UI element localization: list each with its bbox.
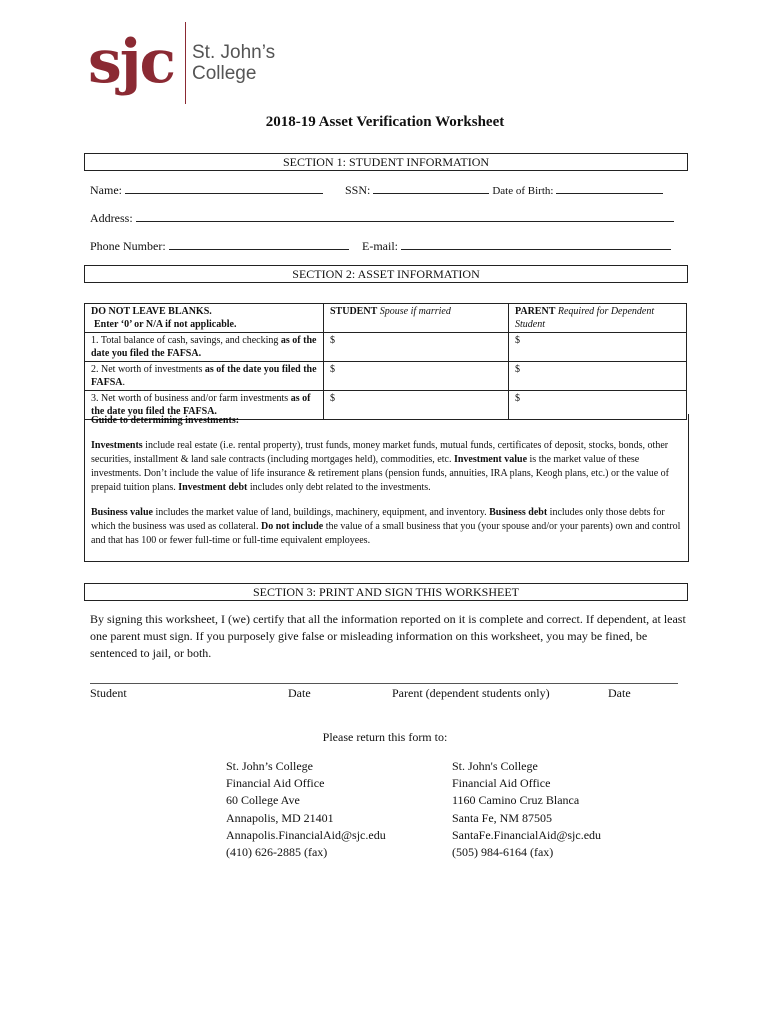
business-paragraph: Business value includes the market value of land, buildings, machinery, equipment, and inventory. Business debt includes only those debts for which the business was used as collateral. Do not include the value of a small business that you (your spouse and/or your parents) own and control and that has 100 or fewer full-time or full-time equivalent employees. [91, 507, 681, 546]
parent-amount-cell[interactable]: $ [509, 391, 687, 420]
logo-line-2: College [192, 63, 257, 84]
address-line: St. John’s College [226, 759, 314, 773]
address-label: Address: [90, 211, 133, 225]
santa-fe-address [452, 758, 601, 861]
parent-amount-cell[interactable]: $ [509, 333, 687, 362]
phone-field[interactable] [90, 238, 349, 254]
college-logo-text [192, 42, 275, 84]
do-not-leave-blanks: DO NOT LEAVE BLANKS. [91, 306, 212, 317]
asset-header-instructions [85, 304, 324, 333]
student-header-label: STUDENT [330, 306, 378, 317]
student-amount-cell[interactable]: $ [324, 333, 509, 362]
address-line: Annapolis, MD 21401 [226, 810, 334, 825]
section-2-heading: SECTION 2: ASSET INFORMATION [84, 265, 688, 283]
ssn-field[interactable] [345, 182, 663, 198]
asset-table [84, 303, 687, 420]
name-field[interactable] [90, 182, 323, 198]
enter-zero-note: Enter ‘0’ or N/A if not applicable. [94, 319, 237, 330]
logo-divider [185, 22, 186, 104]
student-date-label: Date [288, 686, 311, 700]
phone-label: Phone Number: [90, 239, 166, 253]
santa-fe-email[interactable]: SantaFe.FinancialAid@sjc.edu [452, 827, 602, 842]
address-line: Santa Fe, NM 87505 [452, 810, 552, 825]
parent-date-label: Date [608, 686, 631, 700]
dob-input-line[interactable] [556, 182, 663, 194]
name-input-line[interactable] [125, 182, 323, 194]
student-amount-cell[interactable]: $ [324, 362, 509, 391]
row-description: 2. Net worth of investments as of the date you filed the FAFSA. [85, 362, 324, 391]
college-logo-mark: sjc [88, 27, 175, 97]
parent-header-label: PARENT [515, 306, 556, 317]
return-heading: Please return this form to: [322, 730, 448, 744]
address-field[interactable] [90, 210, 674, 226]
row-description: 1. Total balance of cash, savings, and checking as of the date you filed the FAFSA. [85, 333, 324, 362]
investment-guide [84, 414, 689, 562]
guide-title: Guide to determining investments: [91, 415, 240, 426]
signature-line[interactable] [90, 683, 678, 684]
email-label: E-mail: [362, 239, 398, 253]
phone-input-line[interactable] [169, 238, 349, 250]
student-header-note: Spouse if married [377, 306, 451, 317]
ssn-input-line[interactable] [373, 182, 489, 194]
name-label: Name: [90, 183, 122, 197]
annapolis-address [226, 758, 386, 861]
address-input-line[interactable] [136, 210, 674, 222]
investments-paragraph: Investments include real estate (i.e. rental property), trust funds, money market funds, mutual funds, certificates of deposit, stocks, bonds, other securities, installment & land sale contracts (including mortgages held), commodities, etc. Investment value is the market value of these investments. Don’t include the value of life insurance & retirement plans (pension funds, annuities, IRA plans, Keogh plans, etc.) or the value of prepaid tuition plans. Investment debt includes only debt related to the investments. [91, 440, 670, 493]
certification-text: By signing this worksheet, I (we) certify that all the information reported on it is complete and correct. If dependent, at least one parent must sign. If you purposely give false or misleading information on this worksheet, you may be fined, be sentenced to jail, or both. [90, 612, 686, 660]
address-line: Financial Aid Office [452, 776, 551, 791]
parent-amount-cell[interactable]: $ [509, 362, 687, 391]
section-3-heading: SECTION 3: PRINT AND SIGN THIS WORKSHEET [84, 583, 688, 601]
table-row [85, 333, 687, 362]
address-line: 60 College Ave [226, 793, 300, 808]
address-line: Financial Aid Office [226, 776, 325, 791]
address-line: (410) 626-2885 (fax) [226, 845, 328, 860]
address-line: St. John's College [452, 759, 538, 773]
dob-label: Date of Birth: [492, 185, 554, 197]
student-column-header [324, 304, 509, 333]
email-field[interactable] [362, 238, 671, 254]
row-description: 3. Net worth of business and/or farm investments as of the date you filed the FAFSA. [85, 391, 324, 420]
table-row [85, 362, 687, 391]
section-1-heading: SECTION 1: STUDENT INFORMATION [84, 153, 688, 171]
student-amount-cell[interactable]: $ [324, 391, 509, 420]
parent-signature-label: Parent (dependent students only) [392, 686, 550, 700]
asset-table-header [85, 304, 687, 333]
address-line: (505) 984-6164 (fax) [452, 845, 554, 860]
document-title: 2018-19 Asset Verification Worksheet [265, 114, 505, 130]
email-input-line[interactable] [401, 238, 671, 250]
logo-line-1: St. John’s [192, 42, 276, 63]
parent-header-note: Required for Dependent Student [515, 306, 655, 330]
student-signature-label: Student [90, 686, 127, 700]
address-line: 1160 Camino Cruz Blanca [452, 793, 580, 808]
annapolis-email[interactable]: Annapolis.FinancialAid@sjc.edu [226, 827, 386, 842]
ssn-label: SSN: [345, 183, 371, 197]
parent-column-header [509, 304, 687, 333]
